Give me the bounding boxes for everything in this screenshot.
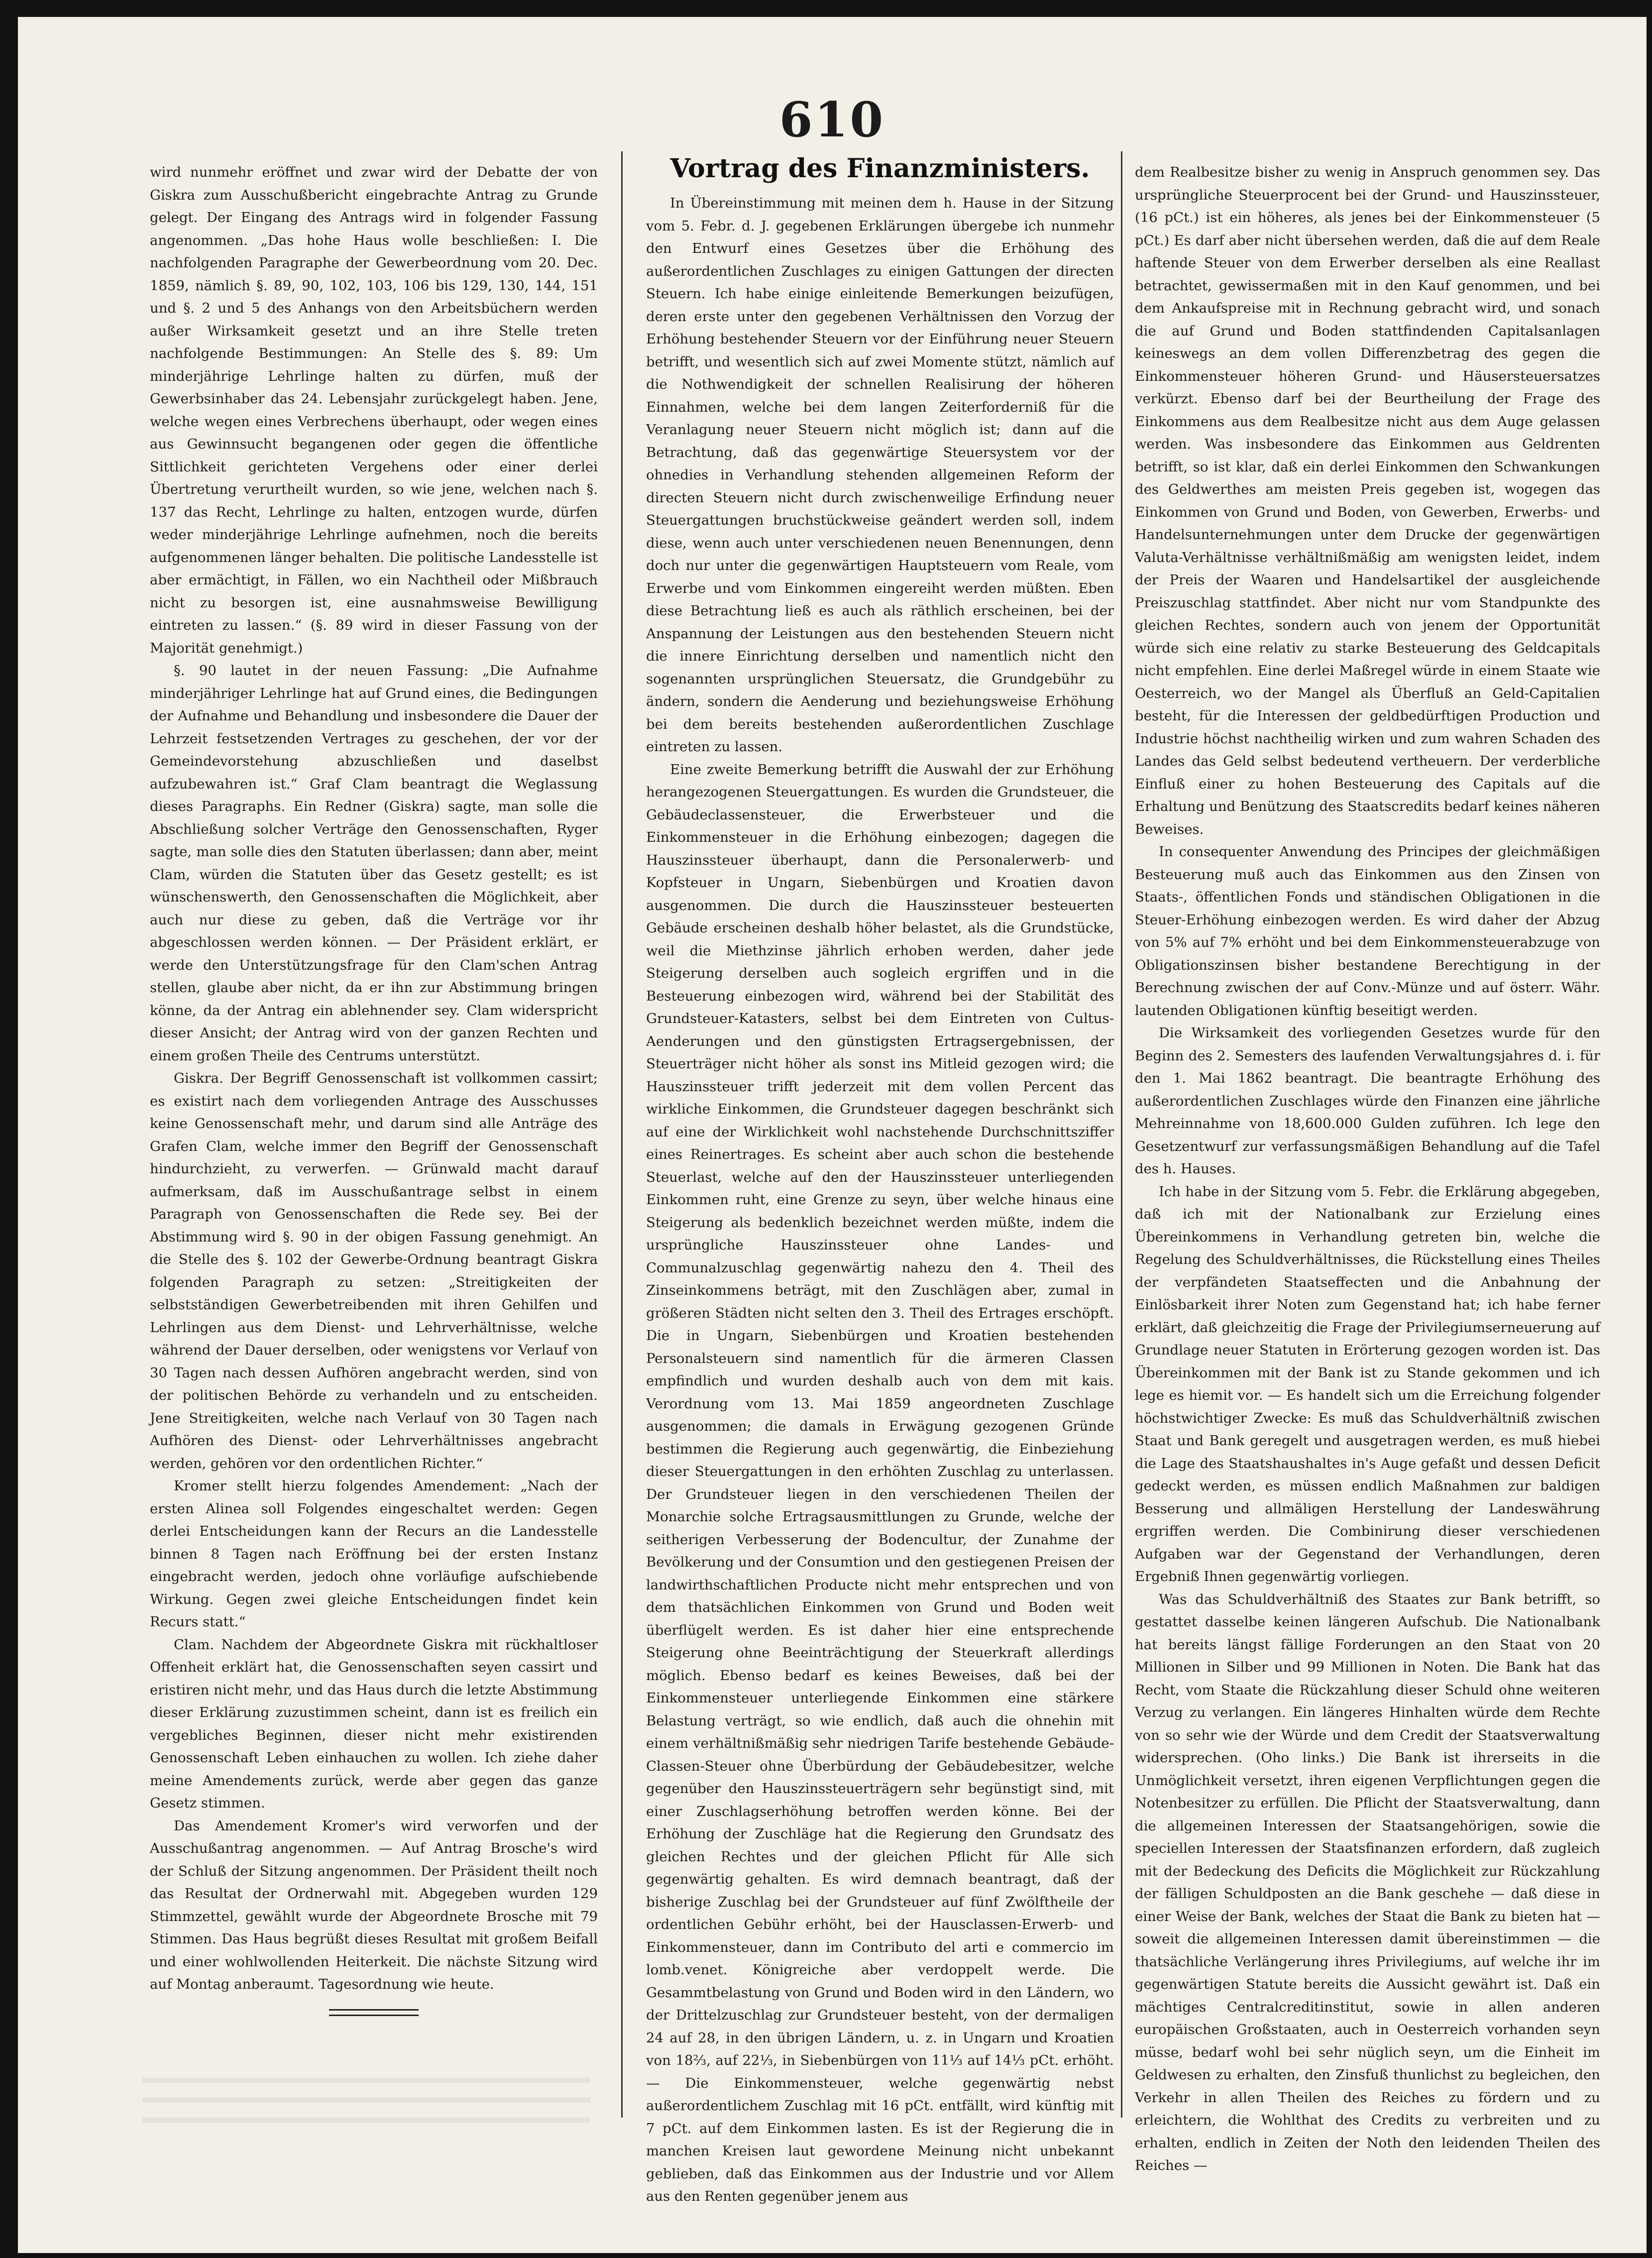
article-title: Vortrag des Finanzministers. xyxy=(670,153,1090,184)
column-right xyxy=(1135,161,1600,2173)
paragraph: §. 90 lautet in der neuen Fassung: „Die Aufnahme minderjähriger Lehrlinge hat auf Grund eines, die Bedingungen der Aufnahme und Behandlung und insbesondere die Dauer der Lehrzeit festsetzenden Vertrages zu geschehen, der vor der Gemeindevorstehung abzuschließen und daselbst aufzubewahren ist.“ Graf Clam beantragt die Weglassung dieses Paragraphs. Ein Redner (Giskra) sagte, man solle die Abschließung solcher Verträge den Genossenschaften, Ryger sagte, man solle dies den Statuten überlassen; dann aber, meint Clam, würden die Statuten über das Gesetz gestellt; es ist wünschenswerth, den Genossenschaften die Möglichkeit, aber auch nur diese zu geben, daß die Verträge vor ihr abgeschlossen werden können. — Der Präsident erklärt, er werde den Unterstützungsfrage für den Clam'schen Antrag stellen, glaube aber nicht, da er ihn zur Abstimmung bringen könne, da der Antrag ein ablehnender sey. Clam widerspricht dieser Ansicht; der Antrag wird von der ganzen Rechten und einem großen Theile des Centrums unterstützt. xyxy=(150,663,598,1064)
paragraph: Was das Schuldverhältniß des Staates zur Bank betrifft, so gestattet dasselbe keinen längeren Aufschub. Die Nationalbank hat bereits längst fällige Forderungen an den Staat von 20 Millionen in Silber und 99 Millionen in Noten. Die Bank hat das Recht, vom Staate die Rückzahlung dieser Schuld ohne weiteren Verzug zu verlangen. Ein längeres Hinhalten würde dem Rechte von so sehr wie der Würde und dem Credit der Staatsverwaltung widersprechen. (Oho links.) Die Bank ist ihrerseits in die Unmöglichkeit versetzt, ihren eigenen Verpflichtungen gegen die Notenbesitzer zu erfüllen. Die Pflicht der Staatsverwaltung, dann die allgemeinen Interessen der Staatsangehörigen, sowie die speciellen Interessen der Staatsfinanzen erfordern, daß zugleich mit der Bedeckung des Deficits die Möglichkeit zur Rückzahlung der fälligen Schuldposten an die Bank geschehe — daß diese in einer Weise der Bank, welches der Staat die Bank zu bieten hat — soweit die allgemeinen Interessen damit übereinstimmen — die thatsächliche Verlängerung ihres Privilegiums, auf welche ihr im gegenwärtigen Statute bereits die Aussicht gewährt ist. Daß ein mächtiges Centralcreditinstitut, sowie in allen anderen europäischen Großstaaten, auch in Oesterreich vorhanden seyn müsse, bedarf wohl bei sehr nüglich seyn, um die Einheit im Geldwesen zu erhalten, den Zinsfuß thunlichst zu begleichen, den Verkehr in allen Theilen des Reiches zu fördern und zu erleichtern, die Wohlthat des Credits zu verbreiten und zu erhalten, endlich in Zeiten der Noth den leidenden Theilen des Reiches — xyxy=(1135,1591,1600,2173)
paragraph: Giskra. Der Begriff Genossenschaft ist vollkommen cassirt; es existirt nach dem vorliegenden Antrage des Ausschusses keine Genossenschaft mehr, und darum sind alle Anträge des Grafen Clam, welche immer den Begriff der Genossenschaft hindurchzieht, zu verwerfen. — Grünwald macht darauf aufmerksam, daß im Ausschußantrage selbst in einem Paragraph von Genossenschaften die Rede sey. Bei der Abstimmung wird §. 90 in der obigen Fassung genehmigt. An die Stelle des §. 102 der Gewerbe-Ordnung beantragt Giskra folgenden Paragraph zu setzen: „Streitigkeiten der selbstständigen Gewerbetreibenden mit ihren Gehilfen und Lehrlingen aus dem Dienst- und Lehrverhältnisse, welche während der Dauer derselben, oder wenigstens vor Verlauf von 30 Tagen nach dessen Aufhören angebracht werden, sind von der politischen Behörde zu verhandeln und zu entscheiden. Jene Streitigkeiten, welche nach Verlauf von 30 Tagen nach Aufhören des Dienst- oder Lehrverhältnisses angebracht werden, gehören vor den ordentlichen Richter.“ xyxy=(150,1070,598,1471)
paragraph: Kromer stellt hierzu folgendes Amendement: „Nach der ersten Alinea soll Folgendes eingeschaltet werden: Gegen derlei Entscheidungen kann der Recurs an die Landesstelle binnen 8 Tagen nach Eröffnung bei der ersten Instanz eingebracht werden, jedoch ohne vorläufige aufschiebende Wirkung. Gegen zwei gleiche Entscheidungen findet kein Recurs statt.“ xyxy=(150,1478,598,1630)
paragraph: Ich habe in der Sitzung vom 5. Febr. die Erklärung abgegeben, daß ich mit der Nationalbank zur Erzielung eines Übereinkommens in Verhandlung getreten bin, welche die Regelung des Schuldverhältnisses, die Rückstellung eines Theiles der verpfändeten Staatseffecten und die Anbahnung der Einlösbarkeit ihrer Noten zum Gegenstand hat; ich habe ferner erklärt, daß gleichzeitig die Frage der Privilegiumserneuerung auf Grundlage neuer Statuten in Erörterung gezogen worden ist. Das Übereinkommen mit der Bank ist zu Stande gekommen und ich lege es hiemit vor. — Es handelt sich um die Erreichung folgender höchstwichtiger Zwecke: Es muß das Schuldverhältniß zwischen Staat und Bank geregelt und ausgetragen werden, es muß hiebei die Lage des Staatshaushaltes in's Auge gefaßt und dessen Deficit gedeckt werden, es müssen endlich Maßnahmen zur baldigen Besserung und allmäligen Herstellung der Landeswährung ergriffen werden. Die Combinirung dieser verschiedenen Aufgaben war der Gegenstand der Verhandlungen, deren Ergebniß Ihnen gegenwärtig vorliegen. xyxy=(1135,1183,1600,1584)
paragraph: Clam. Nachdem der Abgeordnete Giskra mit rückhaltloser Offenheit erklärt hat, die Genossenschaften seyen cassirt und eristiren nicht mehr, und das Haus durch die letzte Abstimmung dieser Erklärung zuzustimmen scheint, dann ist es freilich ein vergebliches Beginnen, dieser nicht mehr existirenden Genossenschaft Leben einhauchen zu wollen. Ich ziehe daher meine Amendements zurück, werde aber gegen das ganze Gesetz stimmen. xyxy=(150,1636,598,1811)
paragraph: In consequenter Anwendung des Principes der gleichmäßigen Besteuerung muß auch das Einkommen aus den Zinsen von Staats-, öffentlichen Fonds und ständischen Obligationen in die Steuer-Erhöhung einbezogen werden. Es wird daher der Abzug von 5% auf 7% erhöht und bei dem Einkommensteuerabzuge von Obligationszinsen bisher bestandene Berechtigung in der Berechnung zwischen der auf Conv.-Münze und auf österr. Währ. lautenden Obligationen künftig beseitigt werden. xyxy=(1135,844,1600,1018)
end-of-article-rule xyxy=(329,2009,419,2016)
paragraph: Das Amendement Kromer's wird verworfen und der Ausschußantrag angenommen. — Auf Antrag Brosche's wird der Schluß der Sitzung angenommen. Der Präsident theilt noch das Resultat der Ordnerwahl mit. Abgegeben wurden 129 Stimmzettel, gewählt wurde der Abgeordnete Brosche mit 79 Stimmen. Das Haus begrüßt dieses Resultat mit großem Beifall und einer wohlwollenden Heiterkeit. Die nächste Sitzung wird auf Montag anberaumt. Tagesordnung wie heute. xyxy=(150,1817,598,1992)
column-middle xyxy=(646,151,1114,2204)
paragraph: wird nunmehr eröffnet und zwar wird der Debatte der von Giskra zum Ausschußbericht eingebrachte Antrag zu Grunde gelegt. Der Eingang des Antrags wird in folgender Fassung angenommen. „Das hohe Haus wolle beschließen: I. Die nachfolgenden Paragraphe der Gewerbeordnung vom 20. Dec. 1859, nämlich §. 89, 90, 102, 103, 106 bis 129, 130, 144, 151 und §. 2 und 5 des Anhangs von den Arbeitsbüchern werden außer Wirksamkeit gesetzt und an ihre Stelle treten nachfolgende Bestimmungen: An Stelle des §. 89: Um minderjährige Lehrlinge halten zu dürfen, muß der Gewerbsinhaber das 24. Lebensjahr zurückgelegt haben. Jene, welche wegen eines Verbrechens überhaupt, oder wegen eines aus Gewinnsucht begangenen oder gegen die öffentliche Sittlichkeit gerichteten Vergehens oder einer derlei Übertretung verurtheilt wurden, so wie jene, welchen nach §. 137 das Recht, Lehrlinge zu halten, entzogen wurde, dürfen weder minderjährige Lehrlinge aufnehmen, noch die bereits aufgenommenen länger behalten. Die politische Landesstelle ist aber ermächtigt, in Fällen, wo ein Nachtheil oder Mißbrauch nicht zu besorgen ist, eine ausnahmsweise Bewilligung eintreten zu lassen.“ (§. 89 wird in dieser Fassung von der Majorität genehmigt.) xyxy=(150,164,598,656)
column-left xyxy=(150,161,598,2083)
column-divider xyxy=(1121,151,1122,2118)
paragraph: dem Realbesitze bisher zu wenig in Anspruch genommen sey. Das ursprüngliche Steuerprocent bei der Grund- und Hauszinssteuer, (16 pCt.) ist ein höheres, als jenes bei der Einkommensteuer (5 pCt.) Es darf aber nicht übersehen werden, daß die auf dem Reale haftende Steuer von dem Erwerber derselben als eine Reallast betrachtet, gewissermaßen mit in den Kauf genommen, und bei dem Ankaufspreise mit in Rechnung gebracht wird, und sonach die auf Grund und Boden stattfindenden Capitalsanlagen keineswegs an dem vollen Differenzbetrag des gegen die Einkommensteuer höheren Grund- und Häusersteuersatzes verkürzt. Ebenso darf bei der Beurtheilung der Frage des Einkommens aus dem Realbesitze nicht aus dem Auge gelassen werden. Was insbesondere das Einkommen aus Geldrenten betrifft, so ist klar, daß ein derlei Einkommen den Schwankungen des Geldwerthes am meisten Preis gegeben ist, wogegen das Einkommen von Grund und Boden, von Gewerben, Erwerbs- und Handelsunternehmungen unter dem Drucke der gegenwärtigen Valuta-Verhältnisse verhältnißmäßig am wenigsten leidet, indem der Preis der Waaren und Handelsartikel der ausgleichende Preiszuschlag stattfindet. Aber nicht nur vom Standpunkte des gleichen Rechtes, sondern auch von jenem der Opportunität würde sich eine relativ zu starke Besteuerung des Geldcapitals nicht empfehlen. Eine derlei Maßregel würde in einem Staate wie Oesterreich, wo der Mangel als Überfluß an Geld-Capitalien besteht, für die Interessen der geldbedürftigen Production und Industrie höchst nachtheilig wirken und zum wahren Schaden des Landes das Geld selbst bedeutend vertheuern. Der verderbliche Einfluß einer zu hohen Besteuerung des Capitals auf die Erhaltung und Benützung des Staatscredits bedarf keines näheren Beweises. xyxy=(1135,164,1600,837)
page-number: 610 xyxy=(779,92,885,148)
paragraph: Eine zweite Bemerkung betrifft die Auswahl der zur Erhöhung herangezogenen Steuergattungen. Es wurden die Grundsteuer, die Gebäudeclassensteuer, die Erwerbsteuer und die Einkommensteuer in die Erhöhung einbezogen; dagegen die Hauszinssteuer überhaupt, dann die Personalerwerb- und Kopfsteuer in Ungarn, Siebenbürgen und Kroatien davon ausgenommen. Die durch die Hauszinssteuer besteuerten Gebäude erscheinen deshalb höher belastet, als die Grundstücke, weil die Miethzinse jährlich erhoben werden, daher jede Steigerung derselben auch sogleich ergriffen und in die Besteuerung einbezogen wird, während bei der Stabilität des Grundsteuer-Katasters, selbst bei dem Eintreten von Cultus-Aenderungen und den günstigsten Ertragsergebnissen, der Steuerträger nicht höher als sonst ins Mitleid gezogen wird; die Hauszinssteuer trifft jederzeit mit dem vollen Percent das wirkliche Einkommen, die Grundsteuer dagegen beschränkt sich auf eine der Wirklichkeit wohl nachstehende Durchschnittsziffer eines Reinertrages. Es scheint aber auch schon die bestehende Steuerlast, welche auf den der Hauszinssteuer unterliegenden Einkommen ruht, eine Grenze zu seyn, über welche hinaus eine Steigerung als bedenklich bezeichnet werden müßte, indem die ursprüngliche Hauszinssteuer ohne Landes- und Communalzuschlag gegenwärtig nahezu den 4. Theil des Zinseinkommens beträgt, mit den Zuschlägen aber, zumal in größeren Städten nicht selten den 3. Theil des Ertrages erschöpft. Die in Ungarn, Siebenbürgen und Kroatien bestehenden Personalsteuern sind namentlich für die ärmeren Classen empfindlich und wurden deshalb auch von dem mit kais. Verordnung vom 13. Mai 1859 angeordneten Zuschlage ausgenommen; die damals in Erwägung gezogenen Gründe bestimmen die Regierung auch gegenwärtig, die Einbeziehung dieser Steuergattungen in den erhöhten Zuschlag zu unterlassen. Der Grundsteuer liegen in den verschiedenen Theilen der Monarchie solche Ertragsausmittlungen zu Grunde, welche der seitherigen Verbesserung der Bodencultur, der Zunahme der Bevölkerung und der Consumtion und den gestiegenen Preisen der landwirthschaftlichen Producte nicht mehr entsprechen und von dem thatsächlichen Einkommen von Grund und Boden weit überflügelt werden. Es ist daher hier eine entsprechende Steigerung ohne Beeinträchtigung der Steuerkraft allerdings möglich. Ebenso bedarf es keines Beweises, daß bei der Einkommensteuer unterliegende Einkommen eine stärkere Belastung verträgt, so wie endlich, daß auch die ohnehin mit einem verhältnißmäßig sehr niedrigen Tarife bestehende Gebäude-Classen-Steuer ohne Überbürdung der Gebäudebesitzer, welche gegenüber den Hauszinssteuerträgern sehr begünstigt sind, mit einer Zuschlagserhöhung betroffen werden könne. Bei der Erhöhung der Zuschläge hat die Regierung den Grundsatz des gleichen Rechtes und der gleichen Pflicht für Alle sich gegenwärtig gehalten. Es wird demnach beantragt, daß der bisherige Zuschlag bei der Grundsteuer auf fünf Zwölftheile der ordentlichen Gebühr erhöht, bei der Hausclassen-Erwerb- und Einkommensteuer, dann im Contributo del arti e commercio im lomb.venet. Königreiche aber verdoppelt werde. Die Gesammtbelastung von Grund und Boden wird in den Ländern, wo der Drittelzuschlag zur Grundsteuer besteht, von der dermaligen 24 auf 28, in den übrigen Ländern, u. z. in Ungarn und Kroatien von 18⅔, auf 22⅓, in Siebenbürgen von 11⅓ auf 14⅓ pCt. erhöht. — Die Einkommensteuer, welche gegenwärtig nebst außerordentlichem Zuschlag mit 16 pCt. entfällt, wird künftig mit 7 pCt. auf dem Einkommen lasten. Es ist der Regierung die in manchen Kreisen laut gewordene Meinung nicht unbekannt geblieben, daß das Einkommen aus der Industrie und vor Allem aus den Renten gegenüber jenem aus xyxy=(646,761,1114,2204)
bleed-through-text xyxy=(142,2078,590,2128)
paragraph: Die Wirksamkeit des vorliegenden Gesetzes wurde für den Beginn des 2. Semesters des laufenden Verwaltungsjahres d. i. für den 1. Mai 1862 beantragt. Die beantragte Erhöhung des außerordentlichen Zuschlages würde den Finanzen eine jährliche Mehreinnahme von 18,600.000 Gulden zuführen. Ich lege den Gesetzentwurf zur verfassungsmäßigen Behandlung auf die Tafel des h. Hauses. xyxy=(1135,1025,1600,1177)
newspaper-page xyxy=(18,17,1647,2253)
paragraph: In Übereinstimmung mit meinen dem h. Hause in der Sitzung vom 5. Febr. d. J. gegebenen Erklärungen übergebe ich nunmehr den Entwurf eines Gesetzes über die Erhöhung des außerordentlichen Zuschlages zu einigen Gattungen der directen Steuern. Ich habe einige einleitende Bemerkungen beizufügen, deren erste unter den gegebenen Verhältnissen den Vorzug der Erhöhung bestehender Steuern vor der Einführung neuer Steuern betrifft, und wesentlich sich auf zwei Momente stützt, nämlich auf die Nothwendigkeit der schnellen Realisirung der höheren Einnahmen, welche bei dem langen Zeiterforderniß für die Veranlagung neuer Steuern nicht möglich ist; dann auf die Betrachtung, daß das gegenwärtige Steuersystem vor der ohnedies in Verhandlung stehenden allgemeinen Reform der directen Steuern nicht durch zwischenweilige Erfindung neuer Steuergattungen bruchstückweise geändert werden soll, indem diese, wenn auch unter verschiedenen neuen Benennungen, denn doch nur unter die gegenwärtigen Hauptsteuern vom Reale, vom Erwerbe und vom Einkommen eingereiht werden müßten. Eben diese Betrachtung ließ es auch als räthlich erscheinen, bei der Anspannung der Leistungen aus den bestehenden Steuern nicht die innere Einrichtung derselben und namentlich nicht den sogenannten ursprünglichen Steuersatz, die Grundgebühr zu ändern, sondern die Aenderung und beziehungsweise Erhöhung bei dem bereits bestehenden außerordentlichen Zuschlage eintreten zu lassen. xyxy=(646,195,1114,755)
column-divider xyxy=(621,151,623,2118)
